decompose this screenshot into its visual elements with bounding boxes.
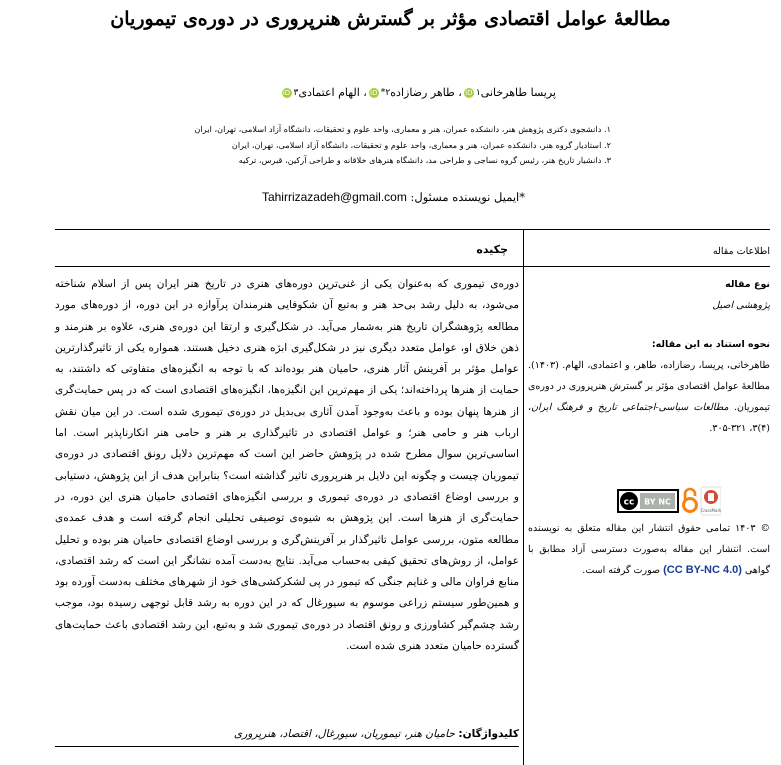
top-rule	[55, 229, 770, 230]
paper-title: مطالعۀ عوامل اقتصادی مؤثر بر گسترش هنرپروری در دوره‌ی تیموریان	[110, 8, 671, 30]
column-divider	[523, 229, 524, 765]
corresponding-email	[262, 190, 525, 204]
article-info-heading: اطلاعات مقاله	[712, 246, 770, 257]
type-value: پژوهشی اصیل	[712, 300, 770, 311]
author-sup: ۲*	[380, 87, 391, 98]
affiliation-1: ۱. دانشجوی دکتری پژوهش هنر، دانشکده عمران، هنر و معماری، واحد علوم و تحقیقات، دانشگاه آزاد اسلامی، تهران، ایران	[194, 124, 611, 134]
author-2	[367, 86, 455, 99]
affiliations	[195, 122, 611, 169]
crossmark-icon[interactable]	[701, 487, 721, 515]
copyright-tail: صورت گرفته است.	[582, 565, 661, 576]
author-name: پریسا طاهرخانی	[480, 86, 556, 99]
cite-tail: ، (۴)۳، ۳۲۱-۳۰۵.	[528, 402, 770, 434]
email-label: *ایمیل نویسنده مسئول:	[410, 190, 525, 204]
orcid-icon[interactable]: iD	[465, 88, 473, 97]
author-sup: ۱	[475, 87, 481, 98]
author-name: طاهر رضازاده	[390, 86, 455, 99]
keywords-rule	[55, 746, 519, 747]
cc-text: BY NC	[644, 497, 671, 507]
affiliation-3: ۳. دانشیار تاریخ هنر، رئیس گروه نساجی و طراحی مد، دانشگاه هنرهای خلاقانه و طراحی آرکین، قبرس، ترکیه	[238, 155, 611, 165]
article-type	[528, 274, 770, 316]
cite-text: طاهرخانی، پریسا، رضازاده، طاهر، و اعتمادی، الهام. (۱۴۰۳). مطالعهٔ عوامل اقتصادی مؤثر بر گسترش هنرپروری در دوره‌ی تیموریان.	[528, 360, 770, 413]
abstract-heading: چکیده	[476, 243, 508, 256]
author-3	[280, 86, 360, 99]
license-link[interactable]: (CC BY-NC 4.0)	[663, 564, 742, 576]
license-icons	[617, 486, 721, 516]
copyright-block	[528, 518, 770, 581]
keywords-list: حامیان هنر، تیموریان، سیورغال، اقتصاد، هنرپروری	[233, 728, 455, 740]
email-address[interactable]: Tahirrizazadeh@gmail.com	[261, 190, 407, 204]
keywords	[55, 724, 519, 745]
author-1	[462, 86, 556, 99]
crossmark-text: CrossMark	[700, 508, 721, 513]
keywords-label: کلیدواژگان:	[458, 728, 519, 740]
copyright-text: © ۱۴۰۳ تمامی حقوق انتشار این مقاله متعلق به نویسنده است. انتشار این مقاله به‌صورت دسترسی آزاد مطابق با گواهی	[528, 523, 770, 576]
cite-label: نحوه استناد به این مقاله:	[651, 339, 770, 350]
svg-text:cc: cc	[623, 497, 635, 508]
abstract-body: دوره‌ی تیموری که به‌عنوان یکی از غنی‌ترین دوره‌های هنری در تاریخ هنر ایران پس از اسلام شناخته می‌شود، به دلیل رشد بی‌حد هنر و به‌تبع آن شکوفایی هنرمندان پرآوازه در این دوره، از دوره‌های مورد مطالعه پژوهشگران تاریخ هنر به‌شمار می‌آید. در شکل‌گیری و ارتقا این دوره‌ی هنری، علاوه بر هنرمند و ذهن خلاق او، عوامل متعدد دیگری نیز در شکل‌گیری ابژه هنری دخیل هستند. همواره یکی از تاثیرگذارترین عوامل مؤثر بر آفرینش آثار هنری، حامیان هنر بوده‌اند که با توجه به انگیزه‌های متفاوتی که داشتند، به حمایت از هنرها پرداخته‌اند؛ یکی از مهم‌ترین این انگیزه‌ها، انگیزه‌های اقتصادی است که در پس حمایت‌گری از هنرها پنهان بوده و باعث به‌وجود آمدن آثاری بی‌بدیل در دوره‌ی تیموری شده است. در این میان نقش ارباب هنر و حامی هنر؛ و عوامل اقتصادی در تاثیرگذاری بر هنر و حامی هنر انکارناپذیر است. اما اساسی‌ترین سوال مطرح شده در پژوهش حاضر این است که مهم‌ترین دلایل رونق اقتصادی در دوره‌ی تیموریان چیست و چگونه این دلایل بر هنرپروری تاثیر گذاشته است؟ بنابراین هدف از این پژوهش، دستیابی و بررسی اوضاع اقتصادی در دوره‌ی تیموری و بررسی انگیزه‌های اقتصادی حامیان هنری این دوره، در حمایت‌گری از هنرها است. این پژوهش به شیوه‌ی توصیفی تحلیلی انجام گرفته است و هدف عمده‌ی مطالعه متون، بررسی عوامل تاثیرگذار بر آفرینش‌گری و بررسی اوضاع اقتصادی حامیان هنر بوده و تحلیل عوامل، از روش‌های تحقیق کیفی به‌حساب می‌آید. نتایج به‌دست آمده نشانگر این است که رشد اقتصادی، منابع فراوان مالی و غنایم جنگی که تیمور در پی لشکرکشی‌های خود از شهرهای مختلف به‌دست آورده بود و همین‌طور سیستم زراعی موسوم به سیورغال که در این دوره به رشد قابل توجهی رسیده بود، موجب رشد چشم‌گیر کشاورزی و رونق اقتصاد در دوره‌ی تیموری شد و به‌تبع، این رشد اقتصادی باعث حمایت‌های گسترده حامیان متعدد هنری شده است.	[55, 278, 519, 653]
header-rule	[55, 266, 770, 267]
orcid-icon[interactable]: iD	[282, 88, 291, 97]
type-label: نوع مقاله	[725, 279, 770, 290]
cc-by-nc-icon[interactable]	[617, 489, 679, 513]
author-sup: ۳	[293, 87, 299, 98]
author-name: الهام اعتمادی	[298, 86, 360, 99]
open-access-icon	[684, 489, 697, 512]
author-list: پریسا طاهرخانی ۱ iD ، طاهر رضازاده ۲* iD ، الهام اعتمادی ۳ iD	[280, 86, 556, 99]
cite-journal: مطالعات سیاسی-اجتماعی تاریخ و فرهنگ ایران	[531, 402, 729, 413]
orcid-icon[interactable]: iD	[370, 88, 378, 97]
affiliation-2: ۲. استادیار گروه هنر، دانشکده عمران، هنر و معماری، واحد علوم و تحقیقات، دانشگاه آزاد اسلامی، تهران، ایران	[231, 139, 611, 150]
citation-block	[528, 334, 770, 439]
